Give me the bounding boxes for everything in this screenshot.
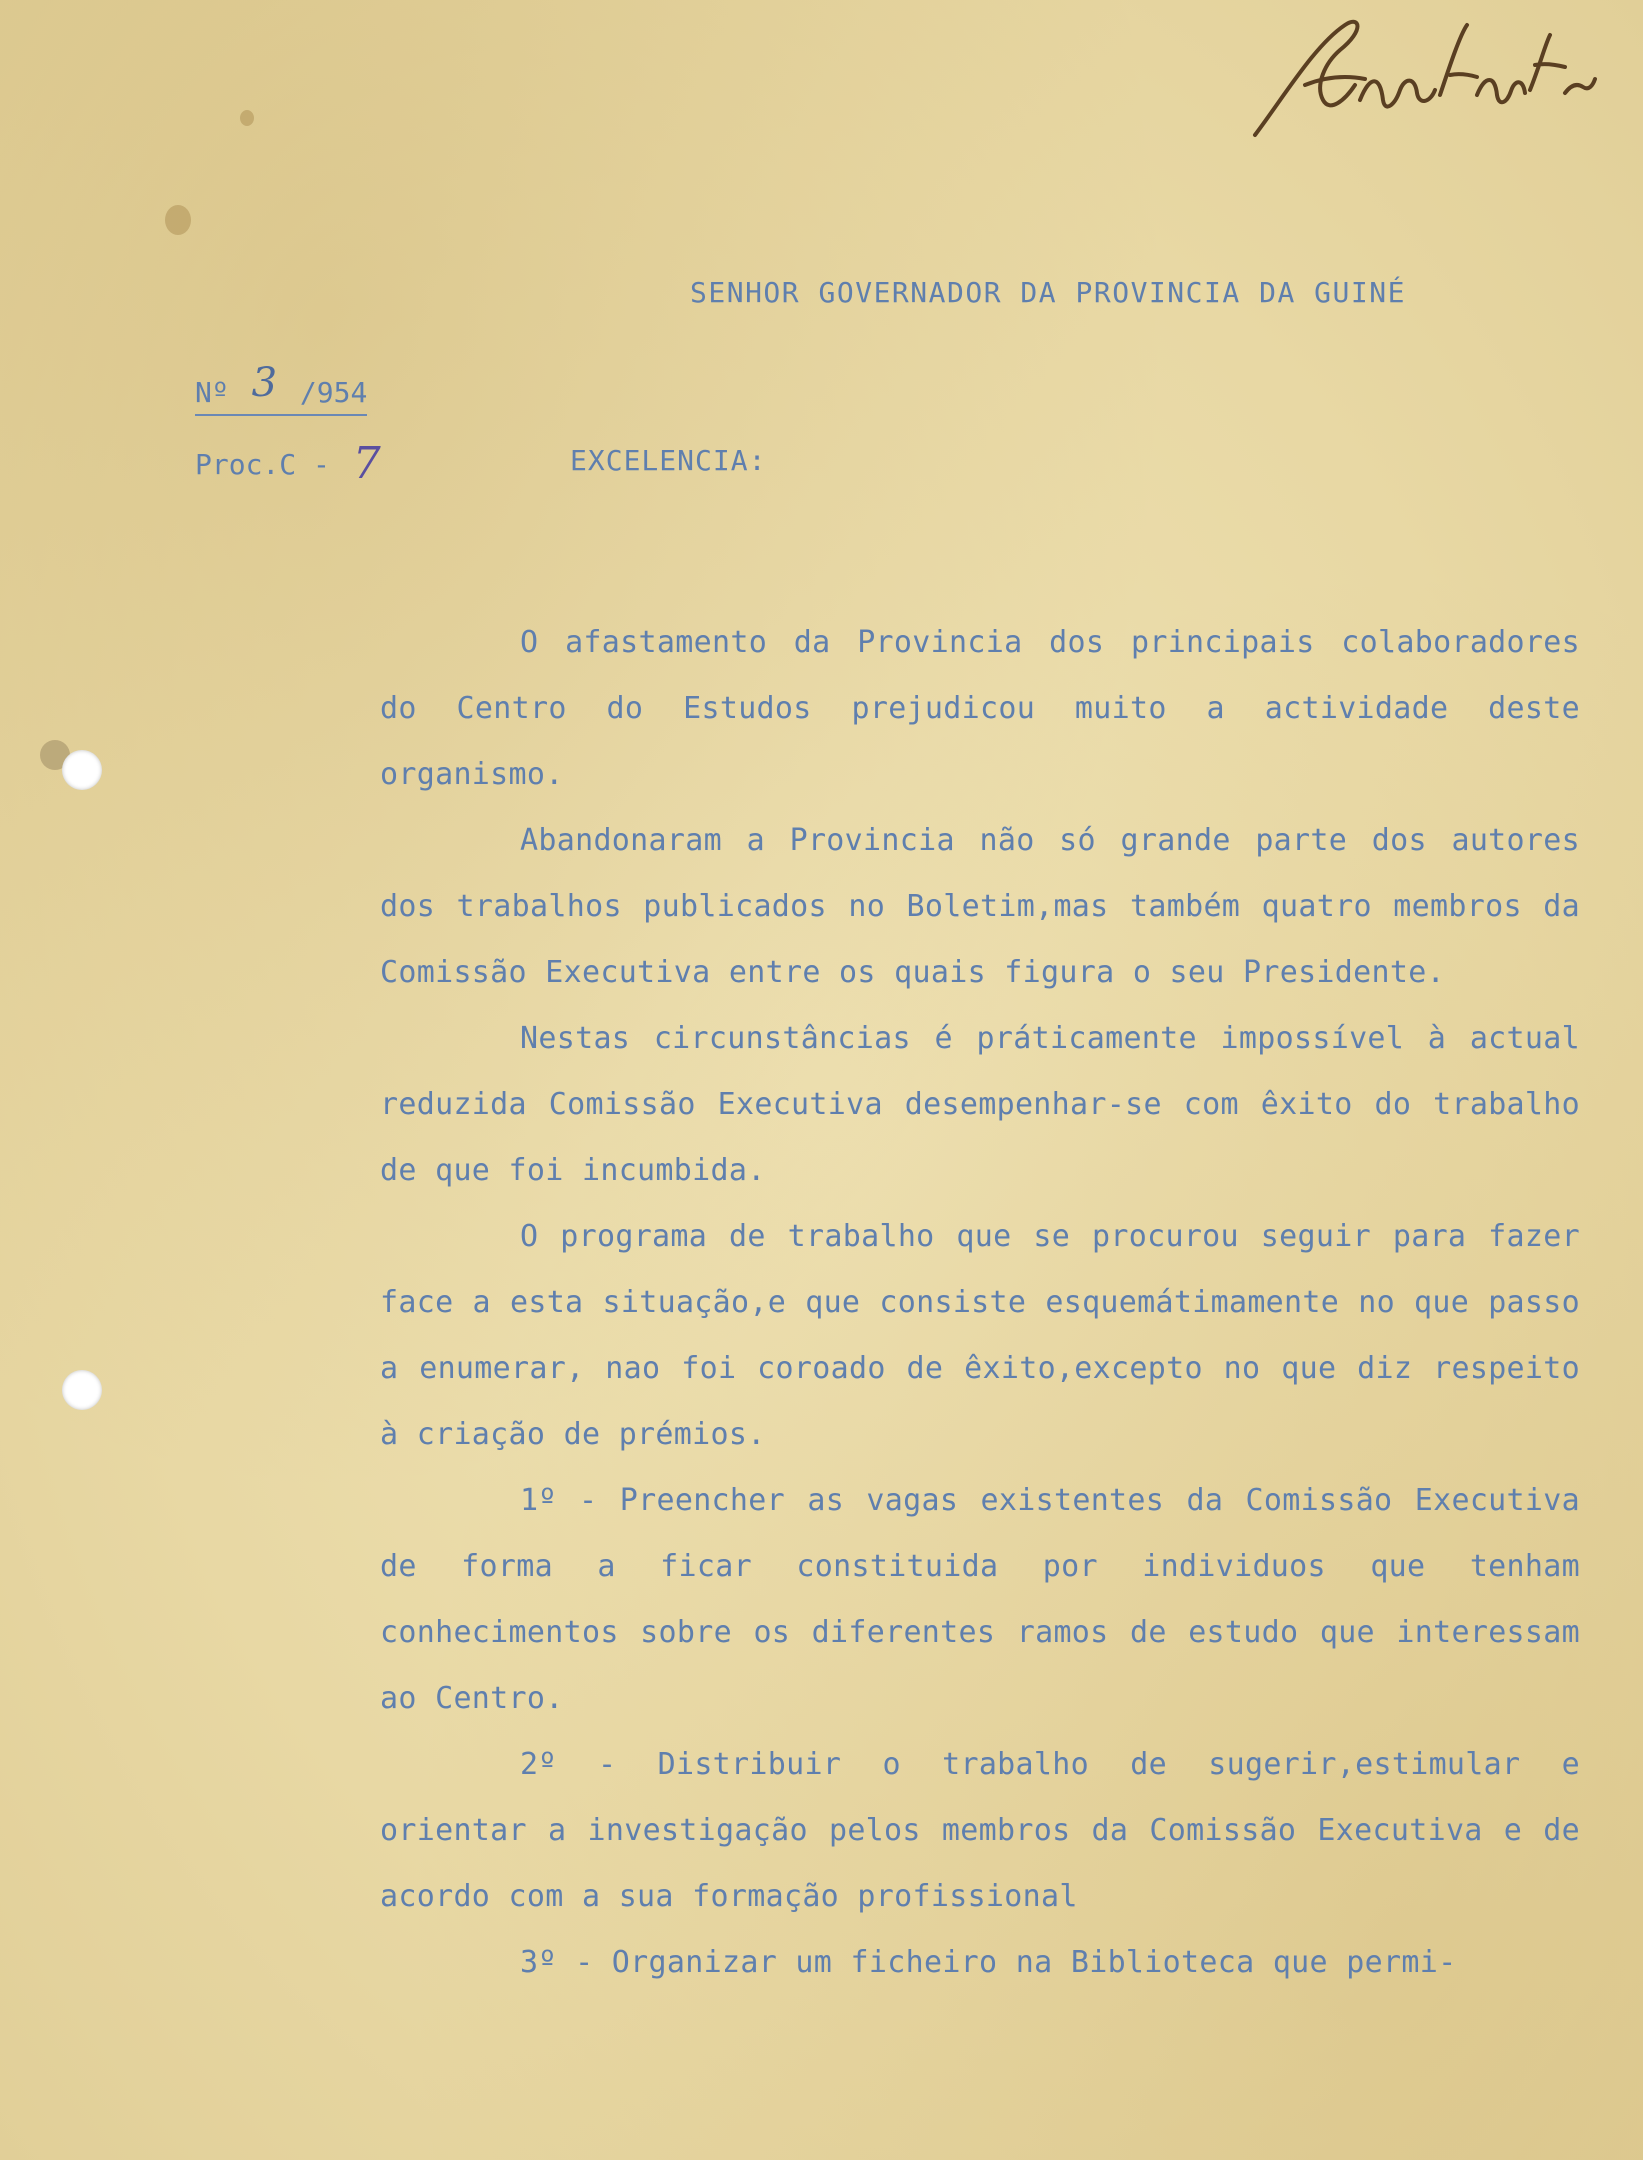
ref-number-handwritten: 3	[251, 360, 278, 406]
ref-year: /954	[299, 376, 368, 409]
proc-value-handwritten: 7	[352, 438, 381, 489]
paragraph: Nestas circunstâncias é práticamente impossível à actual reduzida Comissão Executiva desempenhar-se com êxito do trabalho de que foi incumbida.	[380, 1021, 1580, 1188]
paragraph-item-3: 3º - Organizar um ficheiro na Biblioteca que permi-	[520, 1945, 1457, 1980]
punch-hole-top	[62, 750, 102, 790]
letter-body	[380, 610, 1580, 1996]
stain-mark	[165, 205, 191, 235]
punch-hole-bottom	[62, 1370, 102, 1410]
addressee-line: SENHOR GOVERNADOR DA PROVINCIA DA GUINÉ	[690, 276, 1406, 309]
paragraph: Abandonaram a Provincia não só grande parte dos autores dos trabalhos publicados no Boletim,mas também quatro membros da Comissão Executiva entre os quais figura o seu Presidente.	[380, 823, 1580, 990]
proc-label: Proc.C -	[195, 448, 330, 481]
paragraph-item-2: 2º - Distribuir o trabalho de sugerir,estimular e orientar a investigação pelos membros da Comissão Executiva e de acordo com a sua formação profissional	[380, 1747, 1580, 1914]
salutation: EXCELENCIA:	[570, 444, 767, 477]
stain-mark	[240, 110, 254, 126]
ref-prefix: Nº	[195, 376, 229, 409]
signature	[1245, 5, 1605, 145]
paragraph: O afastamento da Provincia dos principais colaboradores do Centro do Estudos prejudicou muito a actividade deste organismo.	[380, 625, 1580, 792]
paragraph-item-1: 1º - Preencher as vagas existentes da Comissão Executiva de forma a ficar constituida por individuos que tenham conhecimentos sobre os diferentes ramos de estudo que interessam ao Centro.	[380, 1483, 1580, 1716]
process-reference	[195, 434, 381, 489]
reference-number	[195, 360, 368, 416]
paragraph: O programa de trabalho que se procurou seguir para fazer face a esta situação,e que consiste esquemátimamente no que passo a enumerar, nao foi coroado de êxito,excepto no que diz respeito à criação de prémios.	[380, 1219, 1580, 1452]
